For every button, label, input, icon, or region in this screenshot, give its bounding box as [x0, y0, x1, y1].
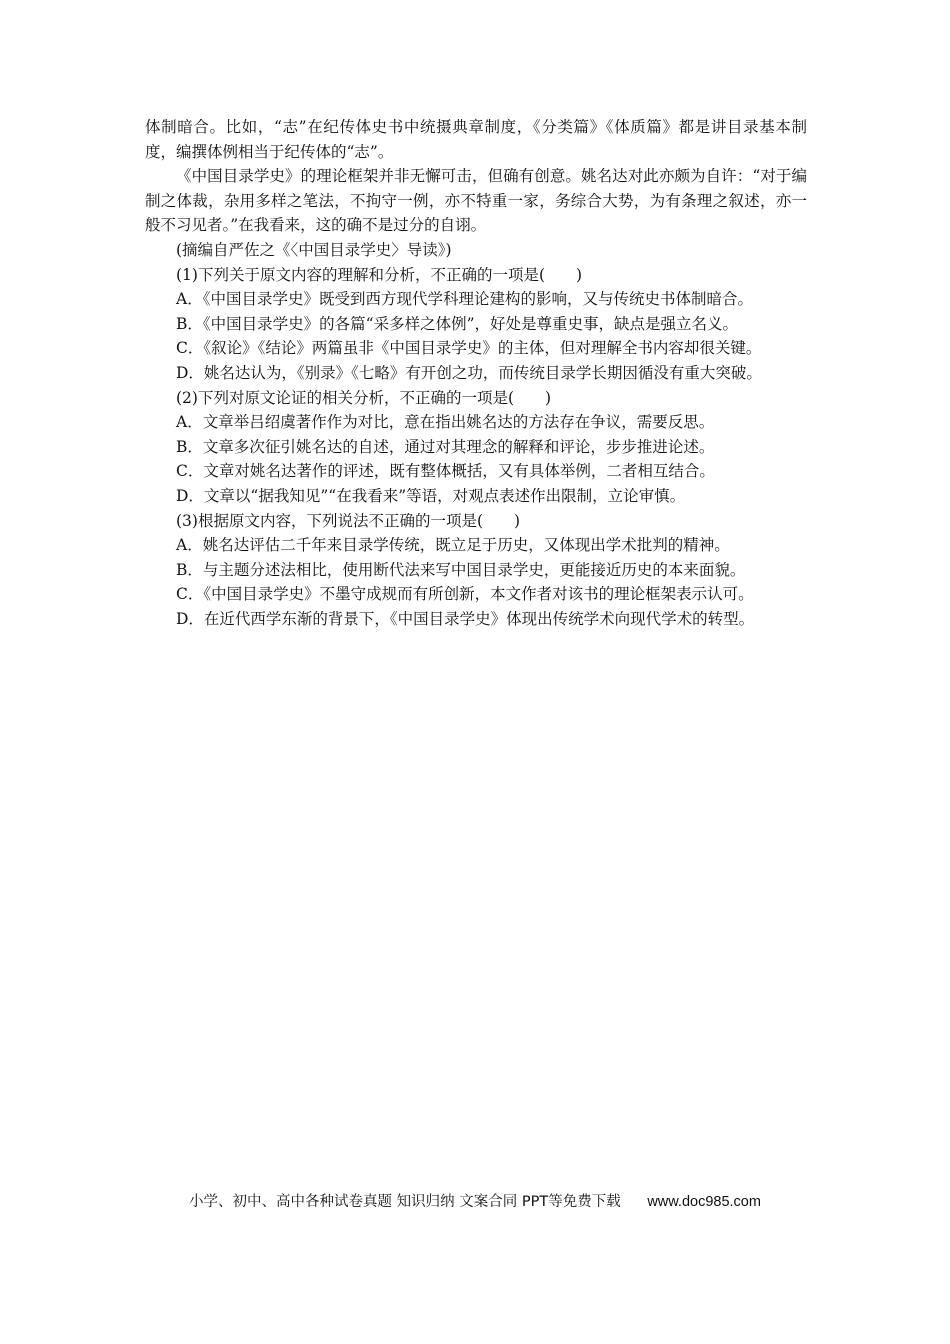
passage-source: (摘编自严佐之《〈中国目录学史〉导读》)	[176, 240, 452, 259]
question-option: B．文章多次征引姚名达的自述，通过对其理念的解释和评论，步步推进论述。	[176, 437, 715, 456]
question-option: A．姚名达评估二千年来目录学传统，既立足于历史，又体现出学术批判的精神。	[176, 536, 730, 555]
question-option: A．文章举吕绍虞著作作为对比，意在指出姚名达的方法存在争议，需要反思。	[176, 413, 715, 432]
question-option: C．《中国目录学史》不墨守成规而有所创新，本文作者对该书的理论框架表示认可。	[176, 585, 754, 604]
question-2	[145, 386, 807, 509]
page-footer	[0, 1190, 950, 1211]
question-option: B．与主题分述法相比，使用断代法来写中国目录学史，更能接近历史的本来面貌。	[176, 560, 746, 579]
question-option: C．《叙论》《结论》两篇虽非《中国目录学史》的主体，但对理解全书内容却很关键。	[176, 339, 762, 358]
document-body	[145, 115, 807, 631]
question-stem: (1)下列关于原文内容的理解和分析，不正确的一项是( )	[176, 265, 583, 284]
question-stem: (3)根据原文内容，下列说法不正确的一项是( )	[176, 511, 521, 530]
question-option: D．文章以“据我知见”“在我看来”等语，对观点表述作出限制，立论审慎。	[176, 486, 686, 505]
question-option: B．《中国目录学史》的各篇“采多样之体例”，好处是尊重史事，缺点是强立名义。	[176, 314, 738, 333]
question-3	[145, 509, 807, 632]
footer-site-link[interactable]: www.doc985.com	[647, 1194, 761, 1210]
question-1	[145, 263, 807, 386]
passage-paragraph-2: 《中国目录学史》的理论框架并非无懈可击，但确有创意。姚名达对此亦颇为自许：“对于编制之体裁，杂用多样之笔法，不拘守一例，亦不特重一家，务综合大势，为有条理之叙述，亦一般不习见者。”在我看来，这的确不是过分的自诩。	[145, 167, 807, 235]
footer-text: 小学、初中、高中各种试卷真题 知识归纳 文案合同 PPT等免费下载	[189, 1194, 621, 1210]
question-option: D．在近代西学东渐的背景下，《中国目录学史》体现出传统学术向现代学术的转型。	[176, 609, 755, 628]
question-stem: (2)下列对原文论证的相关分析，不正确的一项是( )	[176, 388, 552, 407]
question-option: D．姚名达认为，《别录》《七略》有开创之功，而传统目录学长期因循没有重大突破。	[176, 363, 762, 382]
passage-paragraph-1: 体制暗合。比如，“志”在纪传体史书中统摄典章制度，《分类篇》《体质篇》都是讲目录基本制度，编撰体例相当于纪传体的“志”。	[145, 118, 807, 161]
question-option: A．《中国目录学史》既受到西方现代学科理论建构的影响，又与传统史书体制暗合。	[176, 290, 753, 309]
question-option: C．文章对姚名达著作的评述，既有整体概括，又有具体举例，二者相互结合。	[176, 462, 715, 481]
